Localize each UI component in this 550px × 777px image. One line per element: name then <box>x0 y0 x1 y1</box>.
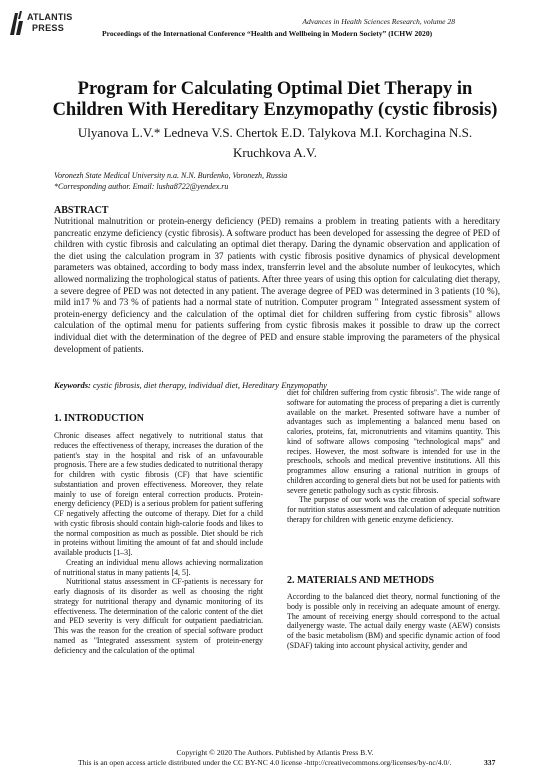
title-line: Program for Calculating Optimal Diet Therapy in <box>77 79 473 99</box>
keywords-label: Keywords: <box>54 380 91 390</box>
paragraph: The purpose of our work was the creation of special software for nutrition status assessment and calculation of adequate nutrition therapy for children with genetic enzyme deficiency. <box>287 495 500 524</box>
logo-text-atlantis: ATLANTIS <box>27 12 73 22</box>
section-heading-materials-methods: 2. MATERIALS AND METHODS <box>287 575 435 586</box>
copyright-line: Copyright © 2020 The Authors. Published by Atlantis Press B.V. <box>176 748 374 757</box>
paper-title <box>30 79 520 121</box>
author-line: Kruchkova A.V. <box>233 145 317 160</box>
right-column-text <box>287 388 500 525</box>
running-head: Advances in Health Sciences Research, volume 28 <box>302 17 455 26</box>
paragraph: Chronic diseases affect negatively to nutritional status that reduces the effectiveness of therapy, increases the duration of the patient's stay in the hospital and risk of an unfavourable prognosis. There are a few studies dedicated to nutritional therapy for children with cystic fibrosis (CF) that have scientific substantiation and proven effectiveness. Moreover, they relate mainly to use of foreign enteral correction products. Protein-energy deficiency (PED) is a serious problem for patient suffering CF negatively affecting the outcome of therapy. Diet for a child with cystic fibrosis should contain high-calorie foods and likes to the normal composition as much as possible. Diet should be rich in proteins without limiting the amount of fat and should include available products [1–3]. <box>54 431 263 557</box>
proceedings-line: Proceedings of the International Conference “Health and Wellbeing in Modern Society” (ICHW 2020) <box>102 29 433 38</box>
title-line: Children With Hereditary Enzymopathy (cystic fibrosis) <box>52 100 498 120</box>
materials-methods-text <box>287 592 500 651</box>
logo-text-press: PRESS <box>32 23 65 33</box>
affiliation-line: Voronezh State Medical University n.a. N.N. Burdenko, Voronezh, Russia <box>54 171 288 180</box>
abstract-text: Nutritional malnutrition or protein-energy deficiency (PED) remains a problem in treating patients with a hereditary pancreatic enzyme deficiency (cystic fibrosis). A software product has been developed for assessing the degree of PED of children with cystic fibrosis and calculating an optimal diet therapy. Daring the dynamic observation and application of the diet using the calculation program in 37 patients with cystic fibrosis positive dynamics of physical development parameters was obtained, according to body mass index, transferrin level and the absolute number of leukocytes, which allowed normalizing the trophological status of patients. After three years of using this option for calculating diet therapy, a severe degree of PED was not detected in any patient. The average degree of PED was determined in 3 patients (10 %), mild in17 % and 73 % of patients had a normal state of nutrition. Computer program " Integrated assessment system of protein-energy deficiency and the calculation of the optimal diet for children suffering from cystic fibrosis" allows calculation of the optimal menu for patients suffering from cystic fibrosis makes it possible to draw up the correct individual diet with the determination of the degree of PED and ensure stable improving the parameters of the physical development of patients. <box>54 216 500 354</box>
left-column-text <box>54 431 263 655</box>
paragraph: Creating an individual menu allows achieving normalization of nutritional status in many patients [4, 5]. <box>54 557 263 577</box>
paragraph: diet for children suffering from cystic fibrosis". The wide range of software for automating the process of preparing a diet is currently available on the market. Presented software have a number of advantages such as implementing a balanced menu based on calories, proteins, fat, micronutrients and vitamins quantity. This kind of software allows composing "technological maps" and recipes. However, the most software is intended for use in the preschools, schools and medical preventive institutions. All this programmes allow ensuring a rational nutrition in groups of children according to general diets but not be used for patients with severe genetic pathology such as cystic fibrosis. <box>287 388 500 495</box>
page-number: 337 <box>484 758 496 767</box>
paragraph: According to the balanced diet theory, normal functioning of the body is possible only in receiving an adequate amount of energy. The amount of receiving energy should correspond to the actual dailyenergy waste. The actual daily energy waste (AEW) consists of the basic metabolism (BM) and specific dynamic action of food (SDAF) taking into account physical activity, gender and <box>287 592 500 650</box>
paragraph: Nutritional status assessment in CF-patients is necessary for early diagnosis of its disorder as well as choosing the right strategy for nutritional therapy and dynamic monitoring of its effectiveness. The determination of the caloric content of the diet and PED severity is very difficult for outpatient paediatrician. This was the reason for the creation of special software product named as "Integrated assessment system of protein-energy deficiency and the calculation of the optimal <box>54 577 263 655</box>
publisher-logo <box>10 9 90 39</box>
license-line: This is an open access article distributed under the CC BY-NC 4.0 license -http://creativecommons.org/licenses/by-nc/4.0/. <box>78 758 452 767</box>
keywords-text: cystic fibrosis, diet therapy, individual diet, Hereditary Enzymopathy <box>90 380 327 390</box>
affiliation <box>54 170 287 192</box>
author-line: Ulyanova L.V.* Ledneva V.S. Chertok E.D. Talykova M.I. Korchagina N.S. <box>77 125 473 140</box>
atlantis-logo-icon <box>10 11 24 35</box>
author-list <box>30 123 520 163</box>
corresponding-author: *Corresponding author. Email: lusha8722@yendex.ru <box>54 182 229 191</box>
section-heading-introduction: 1. INTRODUCTION <box>54 413 145 424</box>
abstract-heading: ABSTRACT <box>54 205 109 216</box>
